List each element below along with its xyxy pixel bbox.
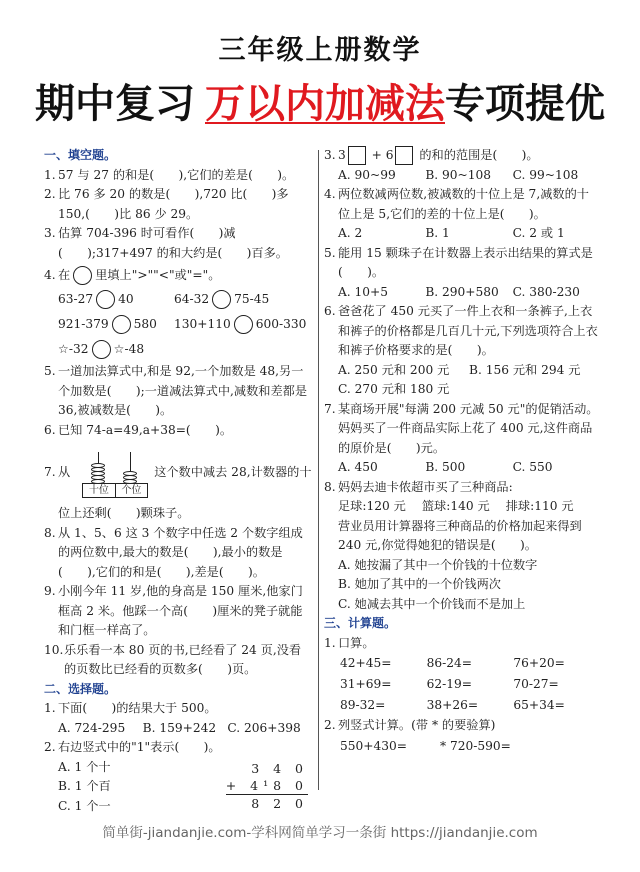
digit-box[interactable] xyxy=(348,146,366,165)
option-c[interactable]: C. 206+398 xyxy=(227,720,301,735)
right-column xyxy=(324,146,600,757)
question-2-1: 1. 下面( )的结果大于 500。 xyxy=(44,701,217,715)
question-1-1: 1. 57 与 27 的和是( ),它们的差是( )。 xyxy=(44,167,295,182)
option-c[interactable]: C. 2 或 1 xyxy=(512,226,565,240)
option-a[interactable]: A. 2 xyxy=(338,226,363,240)
option-c[interactable]: C. 99~108 xyxy=(512,167,579,182)
option-b[interactable]: B. 1 个百 xyxy=(58,779,111,793)
question-1-8: 8. 从 1、5、6 这 3 个数字中任选 2 个数字组成的两位数中,最大的数是( ),最小的数是( ),它们的和是( ),差是( )。 xyxy=(44,525,303,579)
question-1-4: 4. 在 里填上">""<"或"="。 xyxy=(44,263,312,287)
options-2-5 xyxy=(324,283,600,303)
mental-math-row xyxy=(324,695,600,716)
math-item: 42+45= xyxy=(340,656,392,670)
option-a[interactable]: A. 90~99 xyxy=(338,167,396,182)
answer-circle[interactable] xyxy=(212,290,231,309)
title-highlight: 万以内加减法 xyxy=(205,80,445,127)
option-a[interactable]: A. 250 元和 200 元 xyxy=(338,362,450,377)
section-heading-fill-blank: 一、填空题。 xyxy=(44,148,117,162)
options-2-3 xyxy=(324,166,600,186)
question-2-8: 8. 妈妈去迪卡侬超市买了三种商品: xyxy=(324,479,513,494)
calc-item: * 720-590= xyxy=(440,738,511,753)
options-2-6 xyxy=(324,361,600,381)
option-a[interactable]: A. 1 个十 xyxy=(58,759,111,774)
option-c[interactable]: C. 1 个一 xyxy=(58,798,111,813)
mental-math-row xyxy=(324,653,600,674)
option-b[interactable]: B. 156 元和 294 元 xyxy=(469,362,581,377)
option-a[interactable]: A. 她按漏了其中一个价钱的十位数字 xyxy=(338,557,538,572)
compare-circle-icon xyxy=(73,266,92,285)
question-1-7-cont: 位上还剩( )颗珠子。 xyxy=(58,506,190,520)
math-item: 31+69= xyxy=(340,677,392,691)
compare-row: 921-379 580 130+110 600-330 xyxy=(44,312,312,337)
option-a[interactable]: A. 10+5 xyxy=(338,284,389,299)
option-b[interactable]: B. 500 xyxy=(425,460,466,474)
option-b[interactable]: B. 1 xyxy=(425,226,450,240)
section-heading-multiple-choice: 二、选择题。 xyxy=(44,681,117,696)
left-column xyxy=(44,146,312,816)
abacus-icon: 十位 个位 xyxy=(82,452,148,498)
price-list: 足球:120 元 篮球:140 元 排球:110 元 xyxy=(338,499,574,513)
question-2-8-cont: 营业员用计算器将三种商品的价格加起来得到 240 元,你觉得她犯的错误是( )。 xyxy=(338,518,582,552)
question-2-2: 2. 右边竖式中的"1"表示( )。 xyxy=(44,740,221,754)
option-b[interactable]: B. 290+580 xyxy=(425,284,499,299)
answer-circle[interactable] xyxy=(96,290,115,309)
vertical-addition: 3 4 0 + 4¹8 0 8 2 0 xyxy=(225,760,308,811)
question-3-2: 2. 列竖式计算。(带 * 的要验算) xyxy=(324,718,496,732)
question-1-9: 9. 小刚今年 11 岁,他的身高是 150 厘米,他家门框高 2 米。他踩一个高( )厘米的凳子就能和门框一样高了。 xyxy=(44,584,303,637)
worksheet-subtitle: 三年级上册数学 xyxy=(218,35,422,66)
title-suffix: 专项提优 xyxy=(445,80,605,127)
compare-row: 63-27 40 64-32 75-45 xyxy=(44,287,312,312)
options-2-4 xyxy=(324,224,600,244)
option-a[interactable]: A. 724-295 xyxy=(58,720,126,735)
footer-watermark: 简单街-jiandanjie.com-学科网简单学习一条街 https://jiandanjie.com xyxy=(102,825,538,841)
math-item: 70-27= xyxy=(513,677,559,691)
math-item: 89-32= xyxy=(340,698,386,712)
math-item: 62-19= xyxy=(426,677,473,691)
question-1-5: 5. 一道加法算式中,和是 92,一个加数是 48,另一个加数是( );一道减法算式中,减数和差都是 36,被减数是( )。 xyxy=(44,364,308,417)
question-1-7: 7. 从 十位 个位 这个数中减去 28,计数器的十 xyxy=(44,450,312,498)
worksheet-title xyxy=(0,72,640,129)
option-b[interactable]: B. 90~108 xyxy=(425,167,492,182)
compare-row: ☆-32 ☆-48 xyxy=(44,337,312,362)
math-item: 86-24= xyxy=(426,656,473,670)
option-a[interactable]: A. 450 xyxy=(338,460,378,474)
math-item: 65+34= xyxy=(513,698,565,712)
question-1-6: 6. 已知 74-a=49,a+38=( )。 xyxy=(44,422,233,437)
question-2-3: 3. 3 + 6 的和的范围是( )。 xyxy=(324,146,600,166)
question-1-2: 2. 比 76 多 20 的数是( ),720 比( )多 150,( )比 86 少 29。 xyxy=(44,187,289,221)
question-2-7: 7. 某商场开展"每满 200 元减 50 元"的促销活动。妈妈买了一件商品实际上花了 400 元,这件商品的原价是( )元。 xyxy=(324,401,599,455)
title-prefix: 期中复习 xyxy=(35,80,195,127)
column-divider xyxy=(318,150,319,790)
answer-circle[interactable] xyxy=(92,340,111,359)
question-1-3: 3. 估算 704-396 时可看作( )减( );317+497 的和大约是( )百多。 xyxy=(44,226,288,260)
question-2-4: 4. 两位数减两位数,被减数的十位上是 7,减数的十位上是 5,它们的差的十位上是( )。 xyxy=(324,187,589,221)
section-heading-calculation: 三、计算题。 xyxy=(324,616,397,630)
math-item: 38+26= xyxy=(426,698,479,712)
option-c[interactable]: C. 她减去其中一个价钱而不是加上 xyxy=(338,596,526,611)
math-item: 76+20= xyxy=(513,656,565,670)
mental-math-row xyxy=(324,674,600,695)
option-b[interactable]: B. 她加了其中的一个价钱两次 xyxy=(338,577,501,591)
options-2-1 xyxy=(44,719,312,739)
option-c[interactable]: C. 380-230 xyxy=(512,284,580,299)
question-1-10: 10. 乐乐看一本 80 页的书,已经看了 24 页,没看的页数比已经看的页数多( )页。 xyxy=(44,642,302,676)
calc-item: 550+430= xyxy=(340,738,407,753)
question-2-6: 6. 爸爸花了 450 元买了一件上衣和一条裤子,上衣和裤子的价格都是几百几十元,下列选项符合上衣和裤子价格要求的是( )。 xyxy=(324,304,598,357)
digit-box[interactable] xyxy=(395,146,413,165)
answer-circle[interactable] xyxy=(112,315,131,334)
option-b[interactable]: B. 159+242 xyxy=(142,720,217,735)
option-c[interactable]: C. 270 元和 180 元 xyxy=(338,382,450,396)
options-2-7 xyxy=(324,458,600,478)
question-3-1: 1. 口算。 xyxy=(324,635,375,650)
question-2-5: 5. 能用 15 颗珠子在计数器上表示出结果的算式是( )。 xyxy=(324,245,593,279)
option-c[interactable]: C. 550 xyxy=(512,460,553,474)
vertical-calc-row xyxy=(324,736,600,757)
answer-circle[interactable] xyxy=(234,315,253,334)
